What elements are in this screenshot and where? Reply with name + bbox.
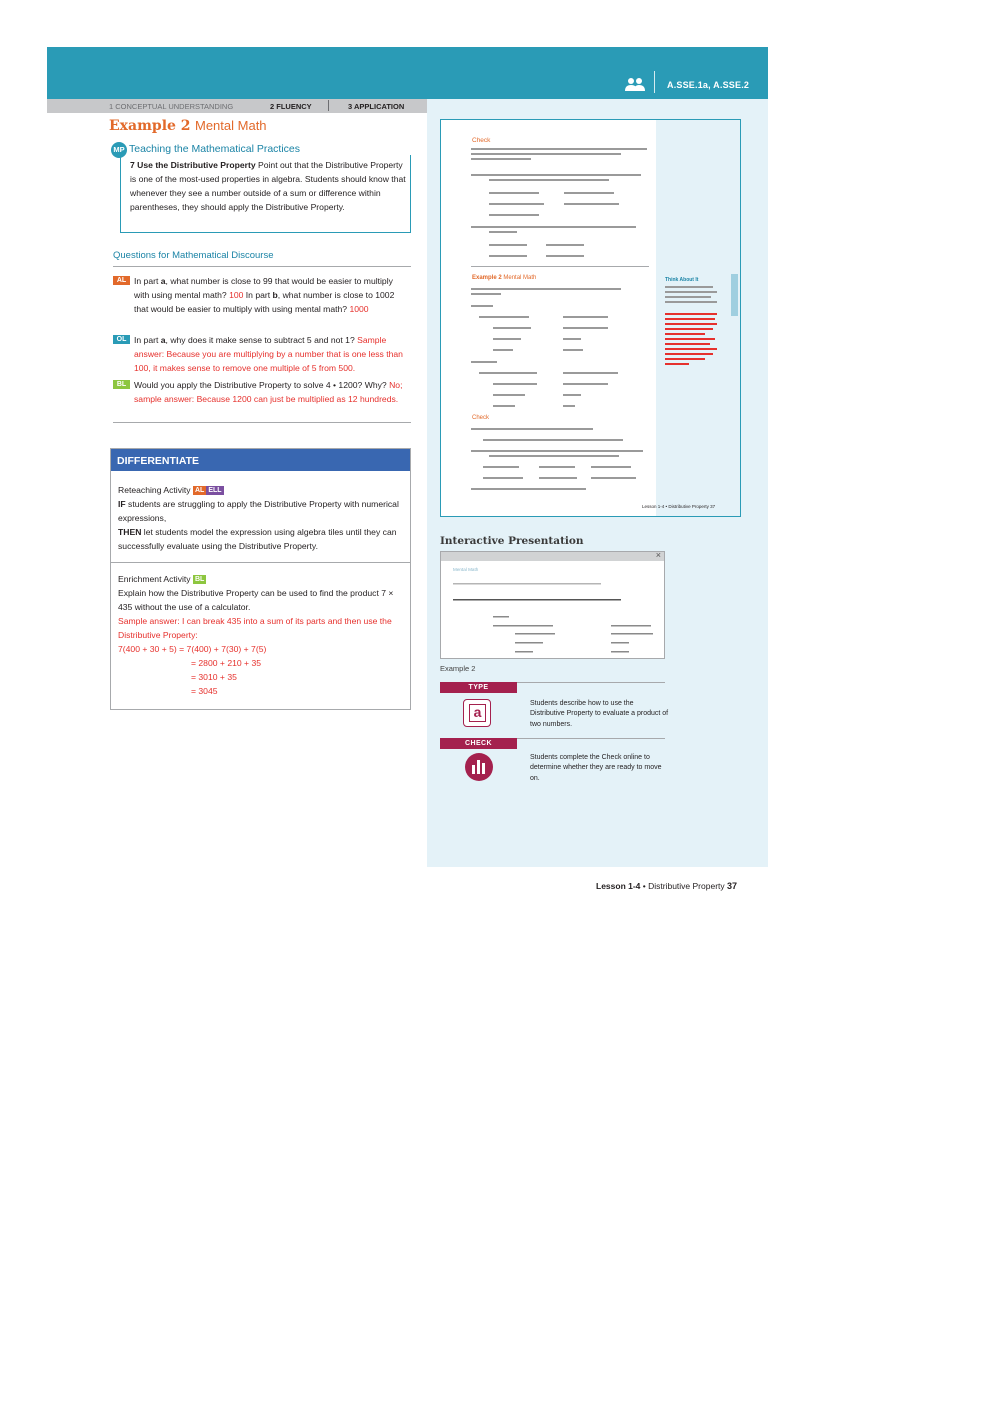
header-banner bbox=[47, 47, 768, 99]
interactive-heading: Interactive Presentation bbox=[440, 535, 584, 547]
badge-ol: OL bbox=[113, 335, 130, 344]
badge-bl: BL bbox=[194, 576, 205, 583]
thumbnail-example-heading: Example 2 Mental Math bbox=[472, 275, 537, 281]
enrichment-block bbox=[118, 572, 406, 698]
enrichment-work-line: = 3010 + 35 bbox=[191, 672, 237, 682]
thumbnail-check-heading-2: Check bbox=[472, 415, 490, 421]
bar-chart-icon[interactable] bbox=[465, 753, 493, 781]
check-tag: CHECK bbox=[440, 738, 517, 749]
thumbnail-scroll-tab bbox=[731, 274, 738, 316]
reteaching-title: Reteaching Activity bbox=[118, 485, 191, 495]
discourse-bottom-rule bbox=[113, 422, 411, 423]
example-label: Example 2 bbox=[109, 118, 191, 134]
mp-text: 7 Use the Distributive Property Point out that the Distributive Property is one of the most-used properties in algebra. Students should know that whenever they see a number outside of a sum or difference within parentheses, they should apply the Distributive Property. bbox=[130, 160, 406, 212]
example-heading bbox=[109, 118, 267, 134]
people-icon bbox=[625, 77, 645, 91]
interactive-window-titlebar bbox=[441, 552, 664, 561]
thumbnail-example-lines bbox=[471, 288, 651, 498]
differentiate-box bbox=[110, 448, 411, 710]
page-folio: Lesson 1-4 • Distributive Property 37 bbox=[596, 881, 738, 891]
reteaching-if: IF students are struggling to apply the Distributive Property with numerical expressions, bbox=[118, 499, 399, 523]
question-text: In part a, why does it make sense to subtract 5 and not 1? Sample answer: Because you are multiplying by a number that is one less than 100, it makes sense to remove one multiple of 5 from 500. bbox=[134, 335, 403, 373]
thumbnail-check-lines bbox=[471, 148, 651, 260]
check-description: Students complete the Check online to determine whether they are ready to move on. bbox=[530, 754, 662, 782]
badge-al: AL bbox=[195, 487, 205, 494]
differentiate-divider bbox=[111, 562, 410, 563]
reteaching-then: THEN let students model the expression using algebra tiles until they can successfully evaluate using the Distributive Property. bbox=[118, 527, 397, 551]
interactive-window-lines bbox=[453, 580, 658, 658]
thumbnail-check-heading: Check bbox=[472, 137, 491, 144]
discourse-heading: Questions for Mathematical Discourse bbox=[113, 250, 274, 261]
thumbnail-folio: Lesson 1-4 • Distributive Property 37 bbox=[642, 504, 716, 509]
interactive-window[interactable] bbox=[440, 551, 665, 659]
mp-practice: 7 Use the Distributive Property bbox=[130, 160, 256, 170]
close-icon[interactable]: × bbox=[655, 550, 661, 560]
mp-box bbox=[120, 155, 411, 233]
header-separator bbox=[654, 71, 655, 93]
enrichment-answer: Sample answer: I can break 435 into a sum of its parts and then use the Distributive Property: bbox=[118, 616, 392, 640]
mp-icon: MP bbox=[111, 142, 127, 158]
thumbnail-rule bbox=[471, 266, 649, 267]
mp-heading: Teaching the Mathematical Practices bbox=[129, 143, 300, 155]
type-description: Students describe how to use the Distributive Property to evaluate a product of two numbers. bbox=[530, 700, 669, 728]
student-page-thumbnail bbox=[440, 119, 741, 517]
stage-bar bbox=[47, 99, 427, 113]
question-text: In part a, what number is close to 99 that would be easier to multiply with using mental math? 100 In part b, what number is close to 1002 that would be easier to multiply with using mental math? 1000 bbox=[134, 276, 395, 314]
stage-conceptual: 1 CONCEPTUAL UNDERSTANDING bbox=[109, 102, 234, 111]
enrichment-title: Enrichment Activity bbox=[118, 574, 191, 584]
thumbnail-sidebar-lines bbox=[665, 286, 725, 382]
type-tag: TYPE bbox=[440, 682, 517, 693]
stage-fluency: 2 FLUENCY bbox=[270, 102, 312, 111]
badge-al: AL bbox=[113, 276, 130, 285]
question-text: Would you apply the Distributive Property to solve 4 • 1200? Why? No; sample answer: Because 1200 can just be multiplied as 12 hundreds. bbox=[134, 380, 403, 404]
badge-bl: BL bbox=[113, 380, 130, 389]
interactive-window-title: Mental Math bbox=[453, 567, 479, 572]
standards-label: A.SSE.1a, A.SSE.2 bbox=[667, 80, 750, 90]
stage-application: 3 APPLICATION bbox=[348, 102, 405, 111]
thumbnail-think-heading: Think About It bbox=[665, 277, 699, 283]
example-title: Mental Math bbox=[195, 118, 267, 133]
interactive-caption: Example 2 bbox=[440, 664, 476, 673]
discourse-rule bbox=[113, 266, 411, 267]
stage-divider bbox=[328, 100, 329, 111]
type-a-icon[interactable]: a bbox=[463, 699, 491, 727]
enrichment-work-line: = 2800 + 210 + 35 bbox=[191, 658, 262, 668]
enrichment-text: Explain how the Distributive Property can be used to find the product 7 × 435 without the use of a calculator. bbox=[118, 588, 394, 612]
differentiate-heading: DIFFERENTIATE bbox=[111, 449, 410, 471]
enrichment-work-line: = 3045 bbox=[191, 686, 218, 696]
badge-ell: ELL bbox=[208, 487, 222, 494]
enrichment-work-line: 7(400 + 30 + 5) = 7(400) + 7(30) + 7(5) bbox=[118, 644, 267, 654]
reteaching-block bbox=[118, 483, 406, 553]
